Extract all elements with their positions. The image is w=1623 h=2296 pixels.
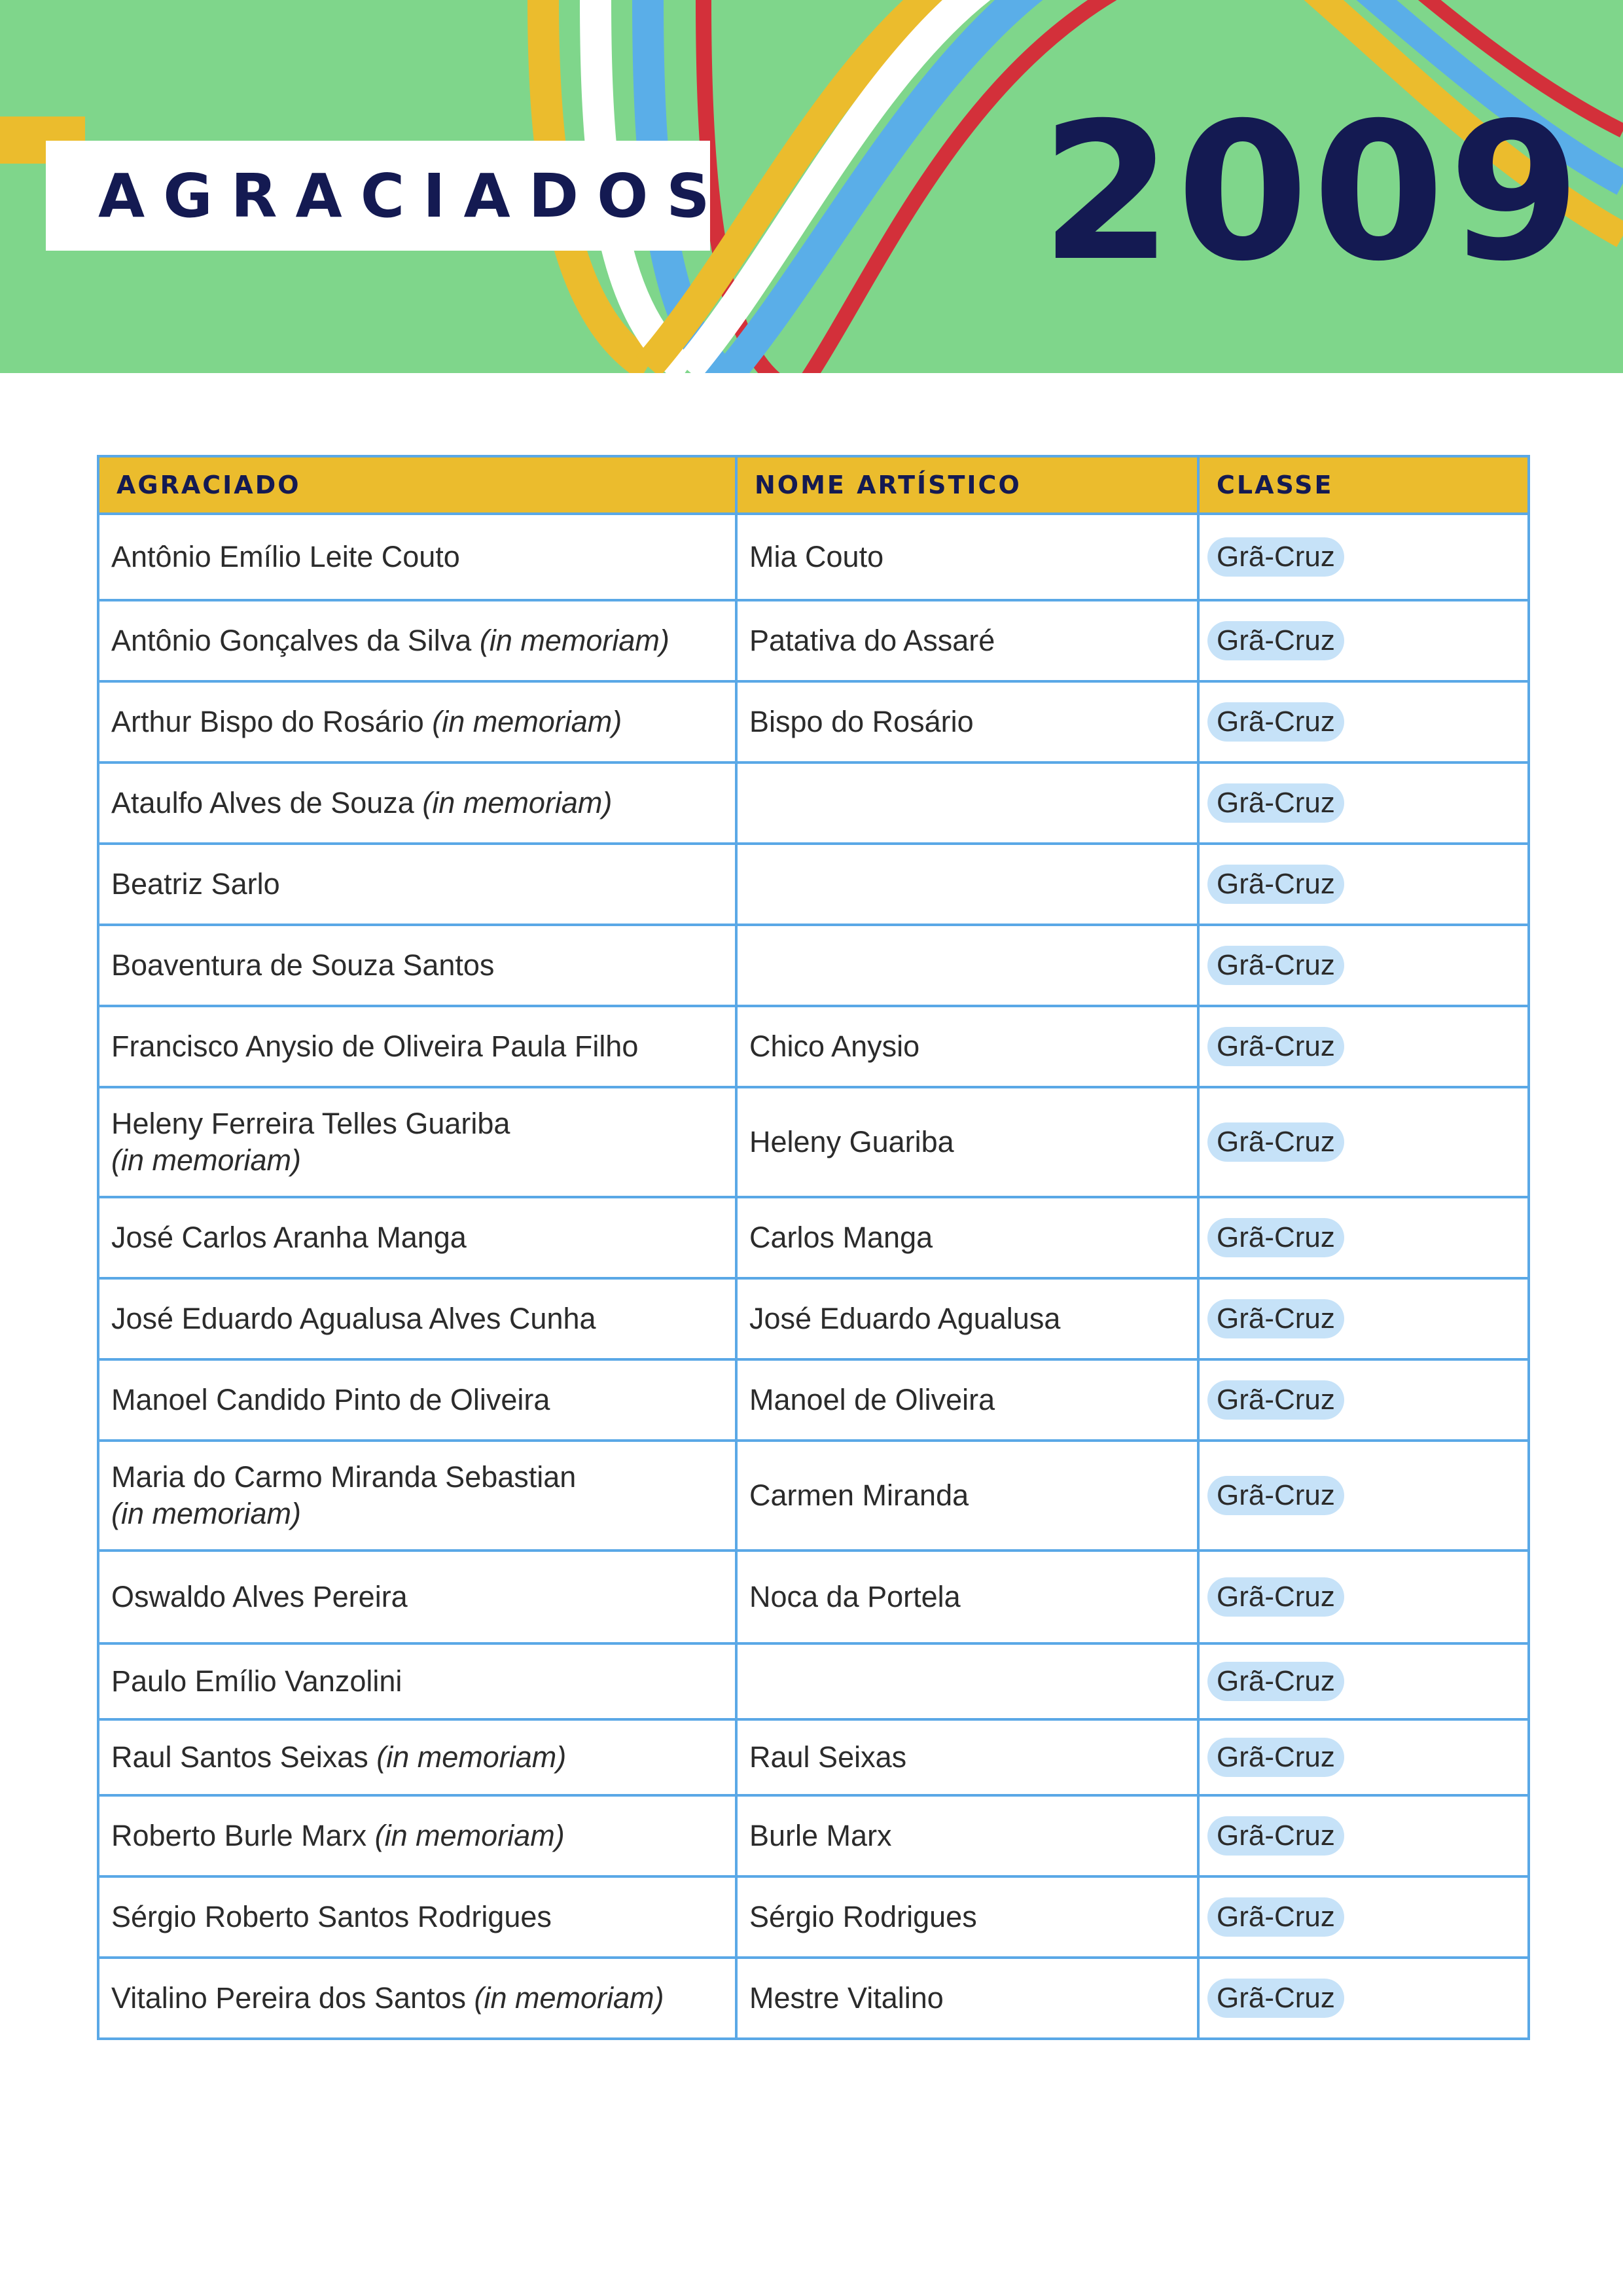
header-banner (0, 0, 1623, 373)
artistic-name-cell: Mestre Vitalino (736, 1958, 1198, 2039)
class-badge: Grã-Cruz (1207, 1662, 1344, 1701)
class-badge: Grã-Cruz (1207, 1897, 1344, 1937)
honoree-name: Raul Santos Seixas (111, 1740, 368, 1774)
table-row (98, 762, 1529, 844)
table-row (98, 1359, 1529, 1441)
page-title: AGRACIADOS (98, 160, 728, 231)
class-badge: Grã-Cruz (1207, 1027, 1344, 1066)
class-badge: Grã-Cruz (1207, 1122, 1344, 1162)
artistic-name-cell: Raul Seixas (736, 1719, 1198, 1795)
artistic-name-cell: Patativa do Assaré (736, 600, 1198, 681)
agraciado-cell (98, 1441, 736, 1551)
table-row (98, 1006, 1529, 1087)
class-cell (1198, 762, 1529, 844)
artistic-name-cell: Mia Couto (736, 514, 1198, 600)
class-cell (1198, 1795, 1529, 1876)
in-memoriam-note: (in memoriam) (376, 1740, 567, 1774)
artistic-name-cell: Manoel de Oliveira (736, 1359, 1198, 1441)
honoree-name: José Carlos Aranha Manga (111, 1221, 467, 1254)
class-cell (1198, 1958, 1529, 2039)
table-row (98, 514, 1529, 600)
honoree-name: Paulo Emílio Vanzolini (111, 1664, 402, 1698)
class-cell (1198, 600, 1529, 681)
in-memoriam-note: (in memoriam) (111, 1497, 302, 1530)
table-row (98, 844, 1529, 925)
class-cell (1198, 681, 1529, 762)
table-row (98, 1441, 1529, 1551)
class-badge: Grã-Cruz (1207, 1577, 1344, 1617)
agraciado-cell (98, 1719, 736, 1795)
agraciado-cell (98, 1643, 736, 1719)
artistic-name-cell: Bispo do Rosário (736, 681, 1198, 762)
artistic-name-cell (736, 762, 1198, 844)
class-badge: Grã-Cruz (1207, 621, 1344, 660)
honoree-name: Vitalino Pereira dos Santos (111, 1981, 466, 2015)
honoree-name: Boaventura de Souza Santos (111, 948, 495, 982)
agraciado-cell (98, 681, 736, 762)
agraciado-cell (98, 1795, 736, 1876)
in-memoriam-note: (in memoriam) (111, 1143, 302, 1177)
column-header-agraciado: AGRACIADO (98, 456, 736, 514)
agraciado-cell (98, 1278, 736, 1359)
class-badge: Grã-Cruz (1207, 1476, 1344, 1515)
class-badge: Grã-Cruz (1207, 783, 1344, 823)
honoree-name: Heleny Ferreira Telles Guariba (111, 1107, 510, 1140)
class-cell (1198, 844, 1529, 925)
honoree-name: José Eduardo Agualusa Alves Cunha (111, 1302, 596, 1335)
class-badge: Grã-Cruz (1207, 1380, 1344, 1420)
agraciado-cell (98, 762, 736, 844)
agraciado-cell (98, 844, 736, 925)
class-badge: Grã-Cruz (1207, 1816, 1344, 1856)
class-badge: Grã-Cruz (1207, 1979, 1344, 2018)
class-badge: Grã-Cruz (1207, 537, 1344, 577)
class-cell (1198, 1551, 1529, 1643)
agraciado-cell (98, 925, 736, 1006)
column-header-nome-artistico: NOME ARTÍSTICO (736, 456, 1198, 514)
honoree-name: Manoel Candido Pinto de Oliveira (111, 1383, 550, 1416)
year-label: 2009 (1041, 82, 1585, 303)
artistic-name-cell: Heleny Guariba (736, 1087, 1198, 1197)
table-row (98, 600, 1529, 681)
agraciado-cell (98, 1958, 736, 2039)
agraciado-cell (98, 1006, 736, 1087)
honoree-name: Antônio Emílio Leite Couto (111, 540, 460, 573)
table-row (98, 1278, 1529, 1359)
table-row (98, 1551, 1529, 1643)
class-badge: Grã-Cruz (1207, 702, 1344, 742)
table-row (98, 1197, 1529, 1278)
honorees-table (97, 455, 1530, 2040)
honoree-name: Arthur Bispo do Rosário (111, 705, 424, 738)
in-memoriam-note: (in memoriam) (422, 786, 613, 819)
table-header-row (98, 456, 1529, 514)
artistic-name-cell: Carlos Manga (736, 1197, 1198, 1278)
honoree-name: Maria do Carmo Miranda Sebastian (111, 1460, 577, 1494)
honoree-name: Beatriz Sarlo (111, 867, 280, 901)
in-memoriam-note: (in memoriam) (479, 624, 669, 657)
artistic-name-cell: Sérgio Rodrigues (736, 1876, 1198, 1958)
class-cell (1198, 1087, 1529, 1197)
in-memoriam-note: (in memoriam) (432, 705, 622, 738)
agraciado-cell (98, 1359, 736, 1441)
honoree-name: Oswaldo Alves Pereira (111, 1580, 408, 1613)
class-cell (1198, 1876, 1529, 1958)
class-cell (1198, 1278, 1529, 1359)
table-row (98, 1876, 1529, 1958)
table-body (98, 514, 1529, 2039)
table-row (98, 681, 1529, 762)
table-row (98, 1795, 1529, 1876)
artistic-name-cell: Chico Anysio (736, 1006, 1198, 1087)
agraciado-cell (98, 1876, 736, 1958)
table-row (98, 925, 1529, 1006)
class-badge: Grã-Cruz (1207, 865, 1344, 904)
honoree-name: Ataulfo Alves de Souza (111, 786, 414, 819)
class-cell (1198, 1441, 1529, 1551)
honoree-name: Roberto Burle Marx (111, 1819, 367, 1852)
class-badge: Grã-Cruz (1207, 1299, 1344, 1338)
table-row (98, 1643, 1529, 1719)
artistic-name-cell (736, 925, 1198, 1006)
class-cell (1198, 925, 1529, 1006)
artistic-name-cell: Carmen Miranda (736, 1441, 1198, 1551)
class-cell (1198, 1719, 1529, 1795)
class-badge: Grã-Cruz (1207, 946, 1344, 985)
agraciado-cell (98, 1551, 736, 1643)
class-cell (1198, 514, 1529, 600)
honoree-name: Sérgio Roberto Santos Rodrigues (111, 1900, 552, 1933)
class-badge: Grã-Cruz (1207, 1218, 1344, 1257)
class-cell (1198, 1197, 1529, 1278)
artistic-name-cell: Noca da Portela (736, 1551, 1198, 1643)
honorees-table-wrapper (97, 455, 1527, 2040)
honoree-name: Francisco Anysio de Oliveira Paula Filho (111, 1030, 639, 1063)
class-cell (1198, 1359, 1529, 1441)
artistic-name-cell (736, 844, 1198, 925)
agraciado-cell (98, 514, 736, 600)
table-row (98, 1719, 1529, 1795)
table-row (98, 1958, 1529, 2039)
in-memoriam-note: (in memoriam) (474, 1981, 664, 2015)
table-row (98, 1087, 1529, 1197)
artistic-name-cell: Burle Marx (736, 1795, 1198, 1876)
title-box (46, 141, 728, 251)
column-header-classe: CLASSE (1198, 456, 1529, 514)
agraciado-cell (98, 1087, 736, 1197)
class-cell (1198, 1006, 1529, 1087)
artistic-name-cell: José Eduardo Agualusa (736, 1278, 1198, 1359)
class-cell (1198, 1643, 1529, 1719)
class-badge: Grã-Cruz (1207, 1738, 1344, 1777)
in-memoriam-note: (in memoriam) (374, 1819, 565, 1852)
honoree-name: Antônio Gonçalves da Silva (111, 624, 472, 657)
agraciado-cell (98, 1197, 736, 1278)
agraciado-cell (98, 600, 736, 681)
artistic-name-cell (736, 1643, 1198, 1719)
